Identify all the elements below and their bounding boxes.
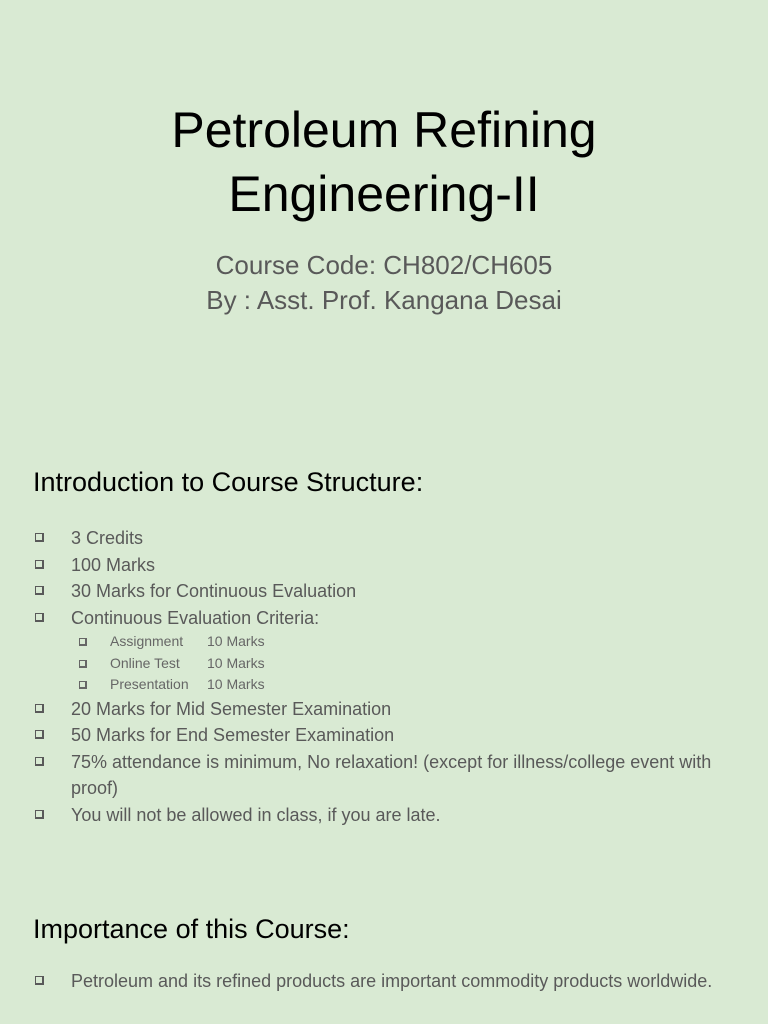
list-item-text: 3 Credits <box>71 528 144 548</box>
list-item <box>33 696 733 723</box>
checkbox-bullet-icon <box>35 586 44 595</box>
criteria-item <box>33 674 733 696</box>
checkbox-bullet-icon <box>35 613 44 622</box>
criteria-label: Presentation <box>110 676 189 692</box>
list-item <box>33 525 733 552</box>
list-item <box>33 605 733 632</box>
checkbox-bullet-icon <box>35 560 44 569</box>
list-item <box>33 749 733 802</box>
list-item-text: Continuous Evaluation Criteria: <box>71 607 320 628</box>
slide-title-line-1: Petroleum Refining <box>171 102 597 158</box>
course-structure-list <box>33 525 733 828</box>
importance-list <box>33 968 733 995</box>
list-item-text: 100 Marks <box>71 554 156 575</box>
list-item <box>33 722 733 749</box>
checkbox-bullet-icon <box>35 704 44 713</box>
list-item <box>33 968 733 995</box>
criteria-marks: 10 Marks <box>207 633 265 649</box>
list-item-text: Petroleum and its refined products are important commodity products worldwide. <box>71 971 713 991</box>
author: By : Asst. Prof. Kangana Desai <box>206 285 562 315</box>
list-item-text: 50 Marks for End Semester Examination <box>71 725 395 745</box>
criteria-label: Online Test <box>110 654 180 671</box>
checkbox-bullet-icon <box>35 757 44 766</box>
criteria-item <box>33 631 733 653</box>
importance-heading: Importance of this Course: <box>33 914 350 944</box>
checkbox-bullet-icon <box>35 730 44 739</box>
course-code: Course Code: CH802/CH605 <box>215 250 553 280</box>
list-item <box>33 802 733 829</box>
list-item-text: 20 Marks for Mid Semester Examination <box>71 698 392 719</box>
list-item-text: 30 Marks for Continuous Evaluation <box>71 581 357 601</box>
list-item-text: 75% attendance is minimum, No relaxation! (except for illness/college event with proof) <box>71 751 712 798</box>
checkbox-bullet-icon <box>79 638 87 646</box>
checkbox-bullet-icon <box>35 976 44 985</box>
slide-title-line-2: Engineering-II <box>228 166 540 222</box>
list-item <box>33 578 733 605</box>
list-item-text: You will not be allowed in class, if you are late. <box>71 804 441 825</box>
slide-subtitle <box>0 248 768 318</box>
checkbox-bullet-icon <box>79 681 87 689</box>
criteria-label: Assignment <box>110 633 184 649</box>
criteria-marks: 10 Marks <box>207 676 265 692</box>
criteria-item <box>33 653 733 675</box>
list-item <box>33 552 733 579</box>
checkbox-bullet-icon <box>79 660 87 668</box>
criteria-marks: 10 Marks <box>207 654 265 671</box>
checkbox-bullet-icon <box>35 810 44 819</box>
course-structure-heading: Introduction to Course Structure: <box>33 467 424 497</box>
checkbox-bullet-icon <box>35 533 44 542</box>
slide-title <box>0 98 768 226</box>
